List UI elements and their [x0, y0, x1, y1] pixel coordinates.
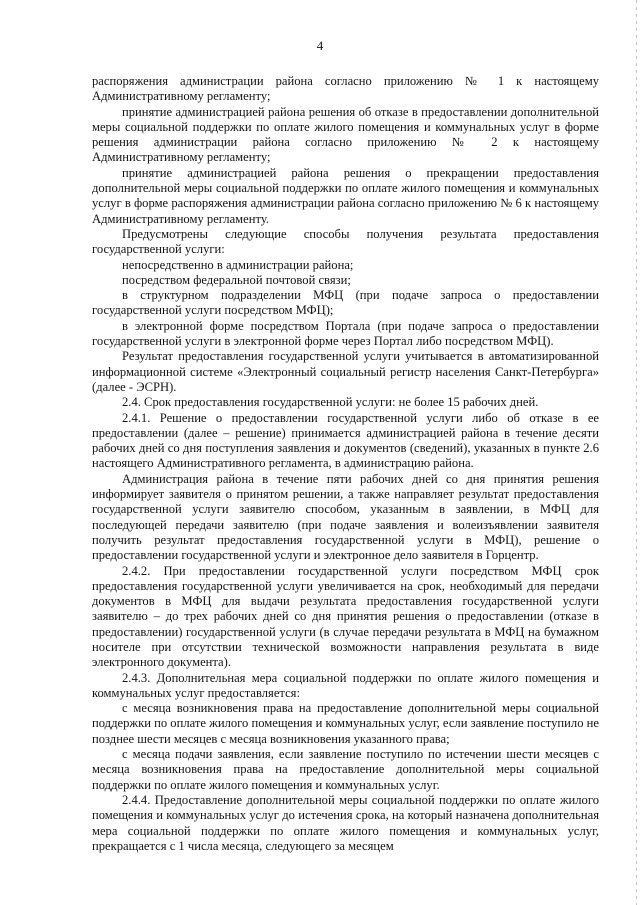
- paragraph: с месяца подачи заявления, если заявление поступило по истечении шести месяцев с месяца возникновения права на предоставление дополнительной меры социальной поддержки по оплате жилого помещения и коммунальных услуг.: [92, 747, 599, 792]
- document-body: [92, 74, 599, 854]
- paragraph: Результат предоставления государственной услуги учитывается в автоматизированной информационной системе «Электронный социальный регистр населения Санкт-Петербурга» (далее - ЭСРН).: [92, 349, 599, 394]
- paragraph: в структурном подразделении МФЦ (при подаче запроса о предоставлении государственной услуги посредством МФЦ);: [92, 288, 599, 318]
- paragraph: Администрация района в течение пяти рабочих дней со дня принятия решения информирует заявителя о принятом решении, а также направляет результат предоставления государственной услуги заявителю способом, указанным в заявлении, в МФЦ для последующей передачи заявителю (при подаче заявления и волеизъявлении заявителя получить результат предоставления государственной услуги в МФЦ), решение о предоставлении государственной услуги и электронное дело заявителя в Горцентр.: [92, 471, 599, 563]
- paragraph: принятие администрацией района решения об отказе в предоставлении дополнительной меры социальной поддержки по оплате жилого помещения и коммунальных услуг в форме решения администрации района согласно приложению № 2 к настоящему Административному регламенту;: [92, 104, 599, 165]
- paragraph: принятие администрацией района решения о прекращении предоставления дополнительной меры социальной поддержки по оплате жилого помещения и коммунальных услуг в форме распоряжения администрации района согласно приложению № 6 к настоящему Административному регламенту.: [92, 165, 599, 226]
- paragraph: посредством федеральной почтовой связи;: [122, 272, 351, 287]
- scan-edge: [636, 0, 637, 905]
- paragraph: 2.4.3. Дополнительная мера социальной поддержки по оплате жилого помещения и коммунальных услуг предоставляется:: [92, 670, 599, 700]
- paragraph: 2.4. Срок предоставления государственной услуги: не более 15 рабочих дней.: [122, 395, 539, 410]
- paragraph: 2.4.4. Предоставление дополнительной меры социальной поддержки по оплате жилого помещения и коммунальных услуг до истечения срока, на который назначена дополнительная мера социальной поддержки по оплате жилого помещения и коммунальных услуг, прекращается с 1 числа месяца, следующего за месяцем: [92, 792, 599, 853]
- paragraph: Предусмотрены следующие способы получения результата предоставления государственной услуги:: [92, 226, 599, 257]
- paragraph: с месяца возникновения права на предоставление дополнительной меры социальной поддержки по оплате жилого помещения и коммунальных услуг, если заявление поступило не позднее шести месяцев с месяца возникновения указанного права;: [92, 701, 599, 746]
- paragraph: распоряжения администрации района согласно приложению № 1 к настоящему Административному регламенту;: [92, 74, 599, 104]
- paragraph: 2.4.2. При предоставлении государственной услуги посредством МФЦ срок предоставления государственной услуги увеличивается на срок, необходимый для передачи документов в МФЦ для выдачи результата предоставления государственной услуги заявителю – до трех рабочих дней со дня принятия решения о предоставлении (отказе в предоставлении) государственной услуги (в случае передачи результата в МФЦ на бумажном носителе при отсутствии технической возможности направления результата в виде электронного документа).: [92, 563, 599, 670]
- page-number: 4: [316, 38, 324, 53]
- paragraph: 2.4.1. Решение о предоставлении государственной услуги либо об отказе в ее предоставлении (далее – решение) принимается администрацией района в течение десяти рабочих дней со дня поступления заявления и документов (сведений), указанных в пункте 2.6 настоящего Административного регламента, в администрацию района.: [92, 410, 599, 471]
- paragraph: в электронной форме посредством Портала (при подаче запроса о предоставлении государственной услуги в электронной форме через Портал либо посредством МФЦ).: [92, 318, 599, 349]
- paragraph: непосредственно в администрации района;: [122, 257, 354, 272]
